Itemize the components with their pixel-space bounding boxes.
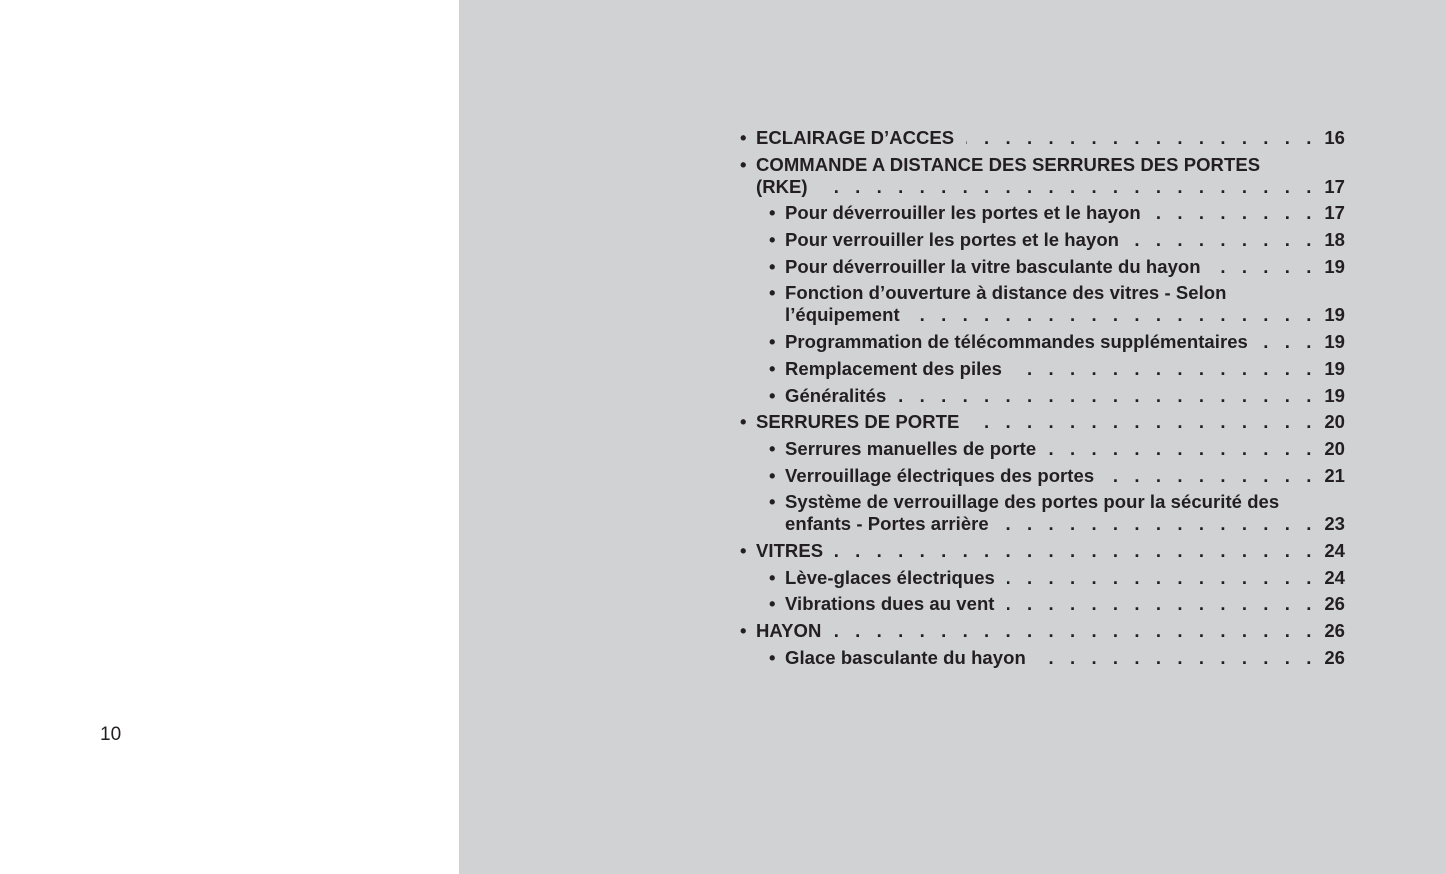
dot-leader — [1001, 513, 1317, 535]
toc-entry-text: Remplacement des piles — [785, 357, 1003, 379]
toc-entry-text: VITRES — [756, 539, 824, 561]
dot-leader — [971, 411, 1317, 433]
toc-entry-line — [785, 513, 1345, 535]
toc-entry-text: Verrouillage électriques des portes — [785, 464, 1095, 486]
dot-leader — [1131, 229, 1317, 251]
toc-page-number: 23 — [1324, 513, 1345, 535]
toc-entry-text: l’équipement — [785, 304, 900, 326]
toc-entry-text: COMMANDE A DISTANCE DES SERRURES DES PORTES — [756, 153, 1261, 175]
toc-entry-text: Généralités — [785, 384, 887, 406]
toc-page-number: 21 — [1324, 464, 1345, 486]
bullet-icon: • — [769, 255, 776, 277]
dot-leader — [1153, 202, 1317, 224]
toc-page-number: 20 — [1324, 437, 1345, 459]
bullet-icon: • — [769, 331, 776, 353]
toc-entry-line — [785, 202, 1345, 224]
dot-leader — [912, 304, 1317, 326]
toc-entry-text: Fonction d’ouverture à distance des vitres - Selon — [785, 282, 1227, 304]
toc-page-number: 17 — [1324, 175, 1345, 197]
toc-page-number: 26 — [1324, 620, 1345, 641]
toc-entry-line — [785, 438, 1345, 460]
bullet-icon: • — [769, 646, 776, 668]
toc-entry-line — [785, 256, 1345, 278]
bullet-icon: • — [769, 593, 776, 615]
toc-page-number: 24 — [1324, 539, 1345, 561]
toc-entry-line — [785, 567, 1345, 589]
toc-page-number: 19 — [1324, 255, 1345, 277]
toc-entry — [740, 127, 1345, 154]
toc-entry — [740, 229, 1345, 256]
dot-leader — [1038, 647, 1317, 669]
toc-entry — [740, 593, 1345, 620]
toc-entry — [740, 438, 1345, 465]
toc-entry — [740, 202, 1345, 229]
bullet-icon: • — [740, 620, 747, 641]
dot-leader — [966, 127, 1317, 149]
bullet-icon: • — [769, 282, 776, 304]
bullet-icon: • — [769, 229, 776, 251]
toc-entry-line — [785, 465, 1345, 487]
bullet-icon: • — [740, 411, 747, 433]
toc-entry — [740, 465, 1345, 492]
toc-page-number: 19 — [1324, 357, 1345, 379]
bullet-icon: • — [740, 539, 747, 561]
bullet-icon: • — [740, 127, 747, 148]
left-page — [0, 0, 459, 874]
toc-page-number: 26 — [1324, 646, 1345, 668]
toc-entry-text: SERRURES DE PORTE — [756, 411, 960, 433]
toc-entry-line — [756, 620, 1345, 642]
toc-entry-text: Glace basculante du hayon — [785, 646, 1026, 668]
toc-entry — [740, 540, 1345, 567]
toc-page-number: 19 — [1324, 331, 1345, 353]
bullet-icon: • — [769, 566, 776, 588]
toc-entry-text: (RKE) — [756, 175, 808, 197]
dot-leader — [1014, 358, 1317, 380]
bullet-icon: • — [740, 153, 747, 175]
toc-entry-line — [785, 304, 1345, 326]
bullet-icon: • — [769, 357, 776, 379]
toc-entry-line — [756, 176, 1345, 198]
toc-entry-text: ECLAIRAGE D’ACCES — [756, 127, 955, 148]
bullet-icon: • — [769, 491, 776, 513]
toc-entry-line — [785, 229, 1345, 251]
bullet-icon: • — [769, 464, 776, 486]
toc-page-number: 19 — [1324, 304, 1345, 326]
toc-page-number: 17 — [1324, 202, 1345, 224]
toc-entry-line — [756, 127, 1345, 149]
toc-entry-line — [785, 358, 1345, 380]
toc-page-number: 20 — [1324, 411, 1345, 433]
toc-entry-text: Vibrations dues au vent — [785, 593, 995, 615]
toc-entry-line — [785, 593, 1345, 615]
toc-page-number: 26 — [1324, 593, 1345, 615]
dot-leader — [1213, 256, 1317, 278]
bullet-icon: • — [769, 437, 776, 459]
toc-entry — [740, 282, 1345, 331]
table-of-contents — [740, 127, 1345, 673]
toc-entry — [740, 331, 1345, 358]
dot-leader — [1106, 465, 1317, 487]
toc-entry — [740, 154, 1345, 203]
toc-entry — [740, 647, 1345, 674]
toc-page-number: 18 — [1324, 229, 1345, 251]
toc-entry-text: Pour verrouiller les portes et le hayon — [785, 229, 1120, 251]
dot-leader — [820, 176, 1317, 198]
toc-entry-line — [785, 647, 1345, 669]
toc-entry-text: Lève-glaces électriques — [785, 566, 995, 588]
dot-leader — [1260, 331, 1317, 353]
bullet-icon: • — [769, 384, 776, 406]
toc-entry — [740, 256, 1345, 283]
toc-entry-text: HAYON — [756, 620, 822, 641]
toc-page-number: 16 — [1324, 127, 1345, 148]
dot-leader — [1048, 438, 1317, 460]
toc-entry-text: enfants - Portes arrière — [785, 513, 989, 535]
toc-entry — [740, 411, 1345, 438]
toc-entry — [740, 358, 1345, 385]
bullet-icon: • — [769, 202, 776, 224]
dot-leader — [1007, 567, 1317, 589]
toc-entry — [740, 491, 1345, 540]
toc-entry-line — [785, 331, 1345, 353]
toc-entry — [740, 567, 1345, 594]
toc-entry-line — [756, 540, 1345, 562]
right-page — [459, 0, 1445, 874]
toc-entry-text: Programmation de télécommandes supplémentaires — [785, 331, 1248, 353]
toc-entry-line — [756, 411, 1345, 433]
dot-leader — [835, 540, 1317, 562]
toc-page-number: 24 — [1324, 566, 1345, 588]
toc-entry-text: Serrures manuelles de porte — [785, 437, 1037, 459]
toc-page-number: 19 — [1324, 384, 1345, 406]
toc-entry-line — [785, 385, 1345, 407]
toc-entry — [740, 385, 1345, 412]
dot-leader — [1007, 593, 1317, 615]
toc-entry-text: Pour déverrouiller la vitre basculante du hayon — [785, 255, 1201, 277]
dot-leader — [833, 620, 1317, 642]
toc-entry-text: Système de verrouillage des portes pour la sécurité des — [785, 491, 1280, 513]
page-number: 10 — [100, 724, 122, 745]
toc-entry-text: Pour déverrouiller les portes et le hayon — [785, 202, 1141, 224]
toc-entry — [740, 620, 1345, 647]
dot-leader — [898, 385, 1317, 407]
